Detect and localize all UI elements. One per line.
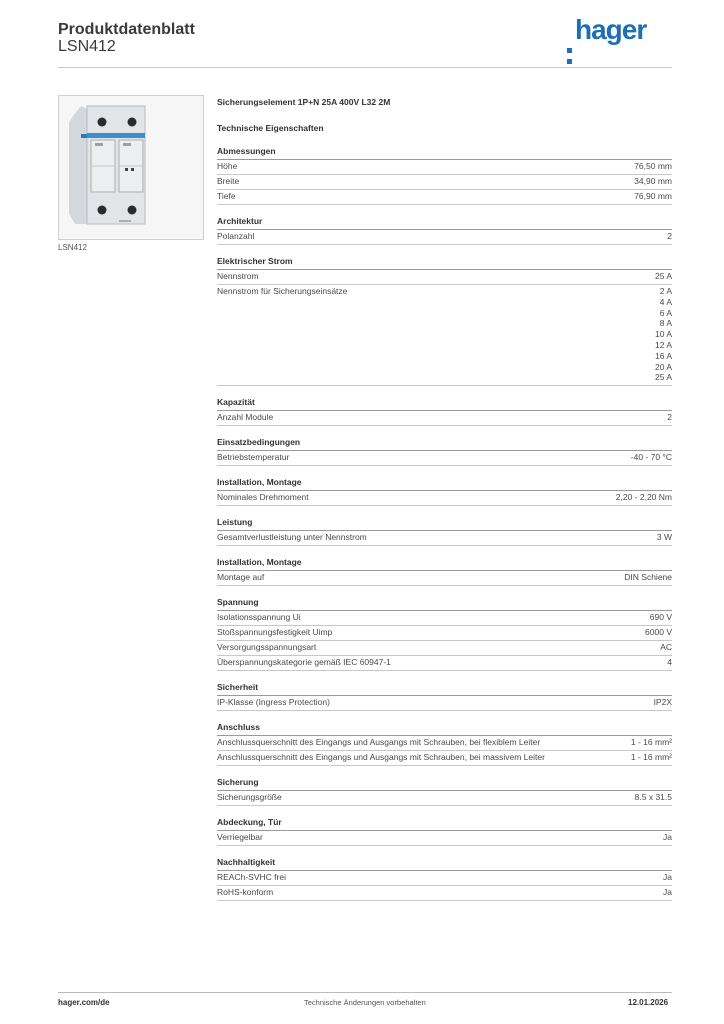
spec-value: 1 - 16 mm²: [630, 752, 672, 763]
spec-value: 2,20 - 2,20 Nm: [615, 492, 672, 503]
footer-website[interactable]: hager.com/de: [58, 998, 110, 1007]
hager-logo: [566, 14, 646, 46]
spec-row: [217, 736, 672, 751]
spec-row: [217, 656, 672, 671]
spec-value: 76,50 mm: [634, 161, 672, 171]
spec-content: [217, 96, 672, 912]
spec-value: -40 - 70 °C: [630, 452, 672, 463]
spec-row: [217, 160, 672, 175]
product-title: Sicherungselement 1P+N 25A 400V L32 2M: [217, 97, 391, 107]
footer-divider: [58, 992, 672, 993]
spec-value: 2 A: [659, 286, 672, 296]
spec-section: [217, 817, 672, 846]
section-heading: Einsatzbedingungen: [217, 437, 672, 451]
spec-section: [217, 397, 672, 426]
spec-value: 34,90 mm: [634, 176, 672, 186]
spec-value: 10 A: [654, 329, 672, 340]
spec-value: Ja: [663, 887, 672, 898]
section-heading: Elektrischer Strom: [217, 256, 672, 270]
spec-row: [217, 626, 672, 641]
document-title: Produktdatenblatt: [58, 21, 195, 38]
spec-label: Anschlussquerschnitt des Eingangs und Ausgangs mit Schrauben, bei massivem Leiter: [217, 752, 545, 763]
spec-row: [217, 531, 672, 546]
spec-row: [217, 285, 672, 386]
spec-value: 25 A: [654, 271, 672, 281]
spec-value: AC: [660, 642, 672, 653]
spec-section: [217, 682, 672, 711]
spec-row: [217, 175, 672, 190]
spec-value: 3 W: [656, 532, 672, 543]
spec-value: 8 A: [659, 318, 672, 329]
spec-row: [217, 751, 672, 766]
spec-value: 8.5 x 31.5: [634, 792, 672, 803]
spec-value: 2: [667, 231, 672, 241]
section-heading: Abdeckung, Tür: [217, 817, 672, 831]
section-heading: Spannung: [217, 597, 672, 611]
section-heading: Sicherung: [217, 777, 672, 791]
spec-section: [217, 597, 672, 671]
spec-label: Breite: [217, 176, 240, 186]
section-heading: Abmessungen: [217, 146, 672, 160]
spec-label: REACh-SVHC frei: [217, 872, 286, 883]
spec-label: Anschlussquerschnitt des Eingangs und Ausgangs mit Schrauben, bei flexiblem Leiter: [217, 737, 541, 748]
spec-row: [217, 491, 672, 506]
product-code: LSN412: [58, 38, 116, 55]
spec-row: [217, 641, 672, 656]
spec-value: 2: [667, 412, 672, 423]
spec-value: 4 A: [659, 296, 672, 307]
spec-row: [217, 831, 672, 846]
spec-value: 690 V: [649, 612, 672, 623]
spec-value: 4: [667, 657, 672, 668]
spec-section: [217, 857, 672, 901]
spec-row: [217, 190, 672, 205]
spec-section: [217, 256, 672, 386]
spec-value: Ja: [663, 872, 672, 883]
spec-section: [217, 722, 672, 766]
spec-value: 12 A: [654, 339, 672, 350]
tech-heading: Technische Eigenschaften: [217, 123, 324, 133]
section-heading: Kapazität: [217, 397, 672, 411]
logo-text: hager: [575, 14, 647, 45]
spec-row: [217, 791, 672, 806]
spec-row: [217, 270, 672, 285]
spec-value: 1 - 16 mm²: [630, 737, 672, 748]
spec-label: RoHS-konform: [217, 887, 274, 898]
spec-label: Isolationsspannung Ui: [217, 612, 301, 623]
spec-row: [217, 871, 672, 886]
header-divider: [58, 67, 672, 68]
section-heading: Nachhaltigkeit: [217, 857, 672, 871]
spec-label: Gesamtverlustleistung unter Nennstrom: [217, 532, 367, 543]
spec-value: 76,90 mm: [634, 191, 672, 201]
spec-value-list: [655, 286, 672, 383]
spec-value: 6000 V: [645, 627, 672, 638]
spec-label: Montage auf: [217, 572, 265, 583]
spec-label: Anzahl Module: [217, 412, 274, 423]
spec-value: DIN Schiene: [624, 572, 672, 583]
spec-section: [217, 477, 672, 506]
spec-sections: [217, 146, 672, 901]
section-heading: Installation, Montage: [217, 557, 672, 571]
spec-section: [217, 146, 672, 205]
spec-row: [217, 611, 672, 626]
spec-label: Sicherungsgröße: [217, 792, 282, 803]
product-image: [58, 95, 204, 240]
spec-row: [217, 571, 672, 586]
section-heading: Leistung: [217, 517, 672, 531]
spec-section: [217, 216, 672, 245]
spec-value: 25 A: [654, 372, 672, 383]
spec-label: Nennstrom: [217, 271, 259, 281]
footer-note: Technische Änderungen vorbehalten: [304, 998, 426, 1007]
spec-row: [217, 696, 672, 711]
spec-value: 16 A: [654, 350, 672, 361]
spec-value: IP2X: [653, 697, 672, 708]
spec-row: [217, 886, 672, 901]
footer-date: 12.01.2026: [628, 998, 669, 1007]
spec-row: [217, 230, 672, 245]
spec-label: Höhe: [217, 161, 238, 171]
spec-label: Betriebstemperatur: [217, 452, 290, 463]
spec-section: [217, 777, 672, 806]
spec-label: Tiefe: [217, 191, 236, 201]
spec-section: [217, 517, 672, 546]
spec-value: 6 A: [659, 307, 672, 318]
section-heading: Sicherheit: [217, 682, 672, 696]
spec-label: Nennstrom für Sicherungseinsätze: [217, 286, 348, 296]
spec-label: Versorgungsspannungsart: [217, 642, 317, 653]
section-heading: Installation, Montage: [217, 477, 672, 491]
section-heading: Anschluss: [217, 722, 672, 736]
spec-label: Überspannungskategorie gemäß IEC 60947-1: [217, 657, 391, 668]
section-heading: Architektur: [217, 216, 672, 230]
spec-row: [217, 411, 672, 426]
spec-value: 20 A: [654, 361, 672, 372]
image-caption: LSN412: [58, 243, 87, 252]
spec-label: Stoßspannungsfestigkeit Uimp: [217, 627, 333, 638]
spec-label: IP-Klasse (Ingress Protection): [217, 697, 330, 708]
spec-section: [217, 557, 672, 586]
spec-label: Polanzahl: [217, 231, 255, 241]
spec-row: [217, 451, 672, 466]
spec-section: [217, 437, 672, 466]
spec-value: Ja: [663, 832, 672, 843]
spec-label: Verriegelbar: [217, 832, 263, 843]
spec-label: Nominales Drehmoment: [217, 492, 309, 503]
